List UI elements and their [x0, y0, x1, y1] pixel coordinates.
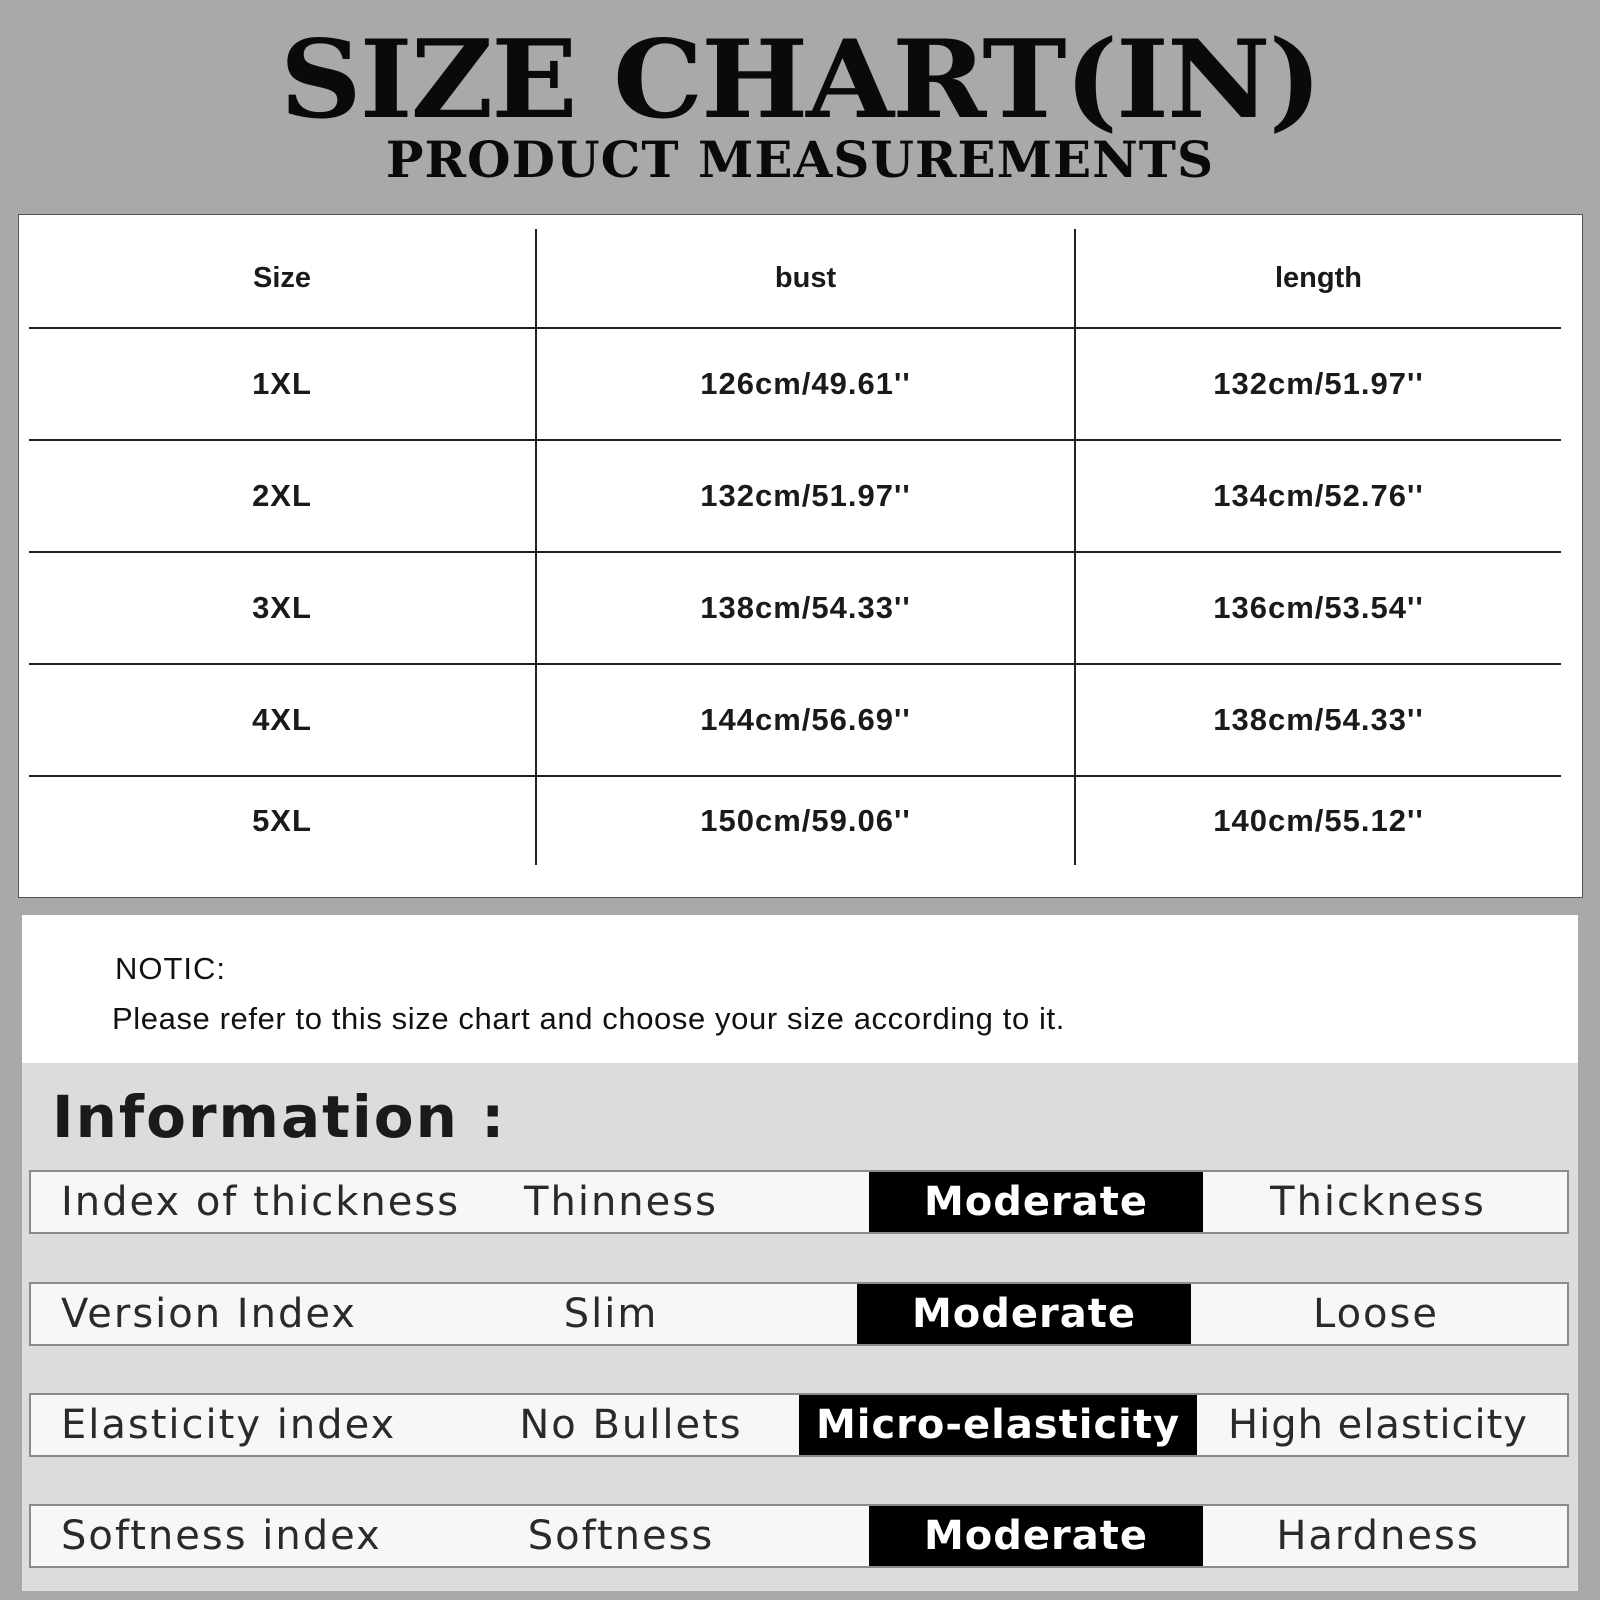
info-option: Thinness	[524, 1179, 718, 1225]
table-header-row	[29, 229, 1561, 328]
column-header-size: Size	[29, 229, 536, 328]
info-option: High elasticity	[1228, 1402, 1528, 1448]
notice-text: Please refer to this size chart and choose your size according to it.	[112, 1001, 1065, 1036]
cell-length: 134cm/52.76''	[1075, 440, 1561, 552]
info-label: Version Index	[61, 1291, 357, 1337]
cell-size: 2XL	[29, 440, 536, 552]
information-title: Information :	[52, 1083, 507, 1151]
cell-size: 1XL	[29, 328, 536, 440]
info-row-softness	[29, 1504, 1569, 1568]
cell-bust: 138cm/54.33''	[536, 552, 1075, 664]
table-row	[29, 552, 1561, 664]
info-option-selected: Moderate	[869, 1506, 1203, 1566]
info-option: Thickness	[1270, 1179, 1486, 1225]
cell-bust: 144cm/56.69''	[536, 664, 1075, 776]
info-option: Slim	[563, 1291, 659, 1337]
table-row	[29, 664, 1561, 776]
column-header-bust: bust	[536, 229, 1075, 328]
info-option-selected: Moderate	[857, 1284, 1191, 1344]
cell-size: 5XL	[29, 776, 536, 865]
page-subtitle: PRODUCT MEASUREMENTS	[385, 130, 1215, 189]
table-row	[29, 776, 1561, 865]
table-row	[29, 328, 1561, 440]
info-option: Loose	[1313, 1291, 1439, 1337]
size-table-panel	[18, 214, 1583, 898]
notice-panel	[22, 915, 1578, 1063]
info-row-version	[29, 1282, 1569, 1346]
info-label: Softness index	[61, 1513, 382, 1559]
cell-size: 4XL	[29, 664, 536, 776]
info-row-elasticity	[29, 1393, 1569, 1457]
info-option: No Bullets	[519, 1402, 743, 1448]
cell-length: 136cm/53.54''	[1075, 552, 1561, 664]
info-row-thickness	[29, 1170, 1569, 1234]
table-row	[29, 440, 1561, 552]
page-title: SIZE CHART(IN)	[279, 17, 1321, 143]
cell-length: 140cm/55.12''	[1213, 803, 1424, 838]
info-option: Softness	[527, 1513, 715, 1559]
cell-bust: 132cm/51.97''	[536, 440, 1075, 552]
notice-heading: NOTIC:	[115, 951, 227, 986]
info-option: Hardness	[1276, 1513, 1480, 1559]
info-label: Elasticity index	[61, 1402, 397, 1448]
info-label: Index of thickness	[61, 1179, 461, 1225]
cell-size: 3XL	[29, 552, 536, 664]
cell-bust: 126cm/49.61''	[536, 328, 1075, 440]
cell-bust: 150cm/59.06''	[536, 776, 1075, 865]
information-panel	[22, 1063, 1578, 1591]
cell-length: 138cm/54.33''	[1075, 664, 1561, 776]
cell-length: 132cm/51.97''	[1075, 328, 1561, 440]
size-table	[29, 229, 1561, 865]
column-header-length: length	[1075, 229, 1561, 328]
info-option-selected: Moderate	[869, 1172, 1203, 1232]
info-option-selected: Micro-elasticity	[799, 1395, 1197, 1455]
